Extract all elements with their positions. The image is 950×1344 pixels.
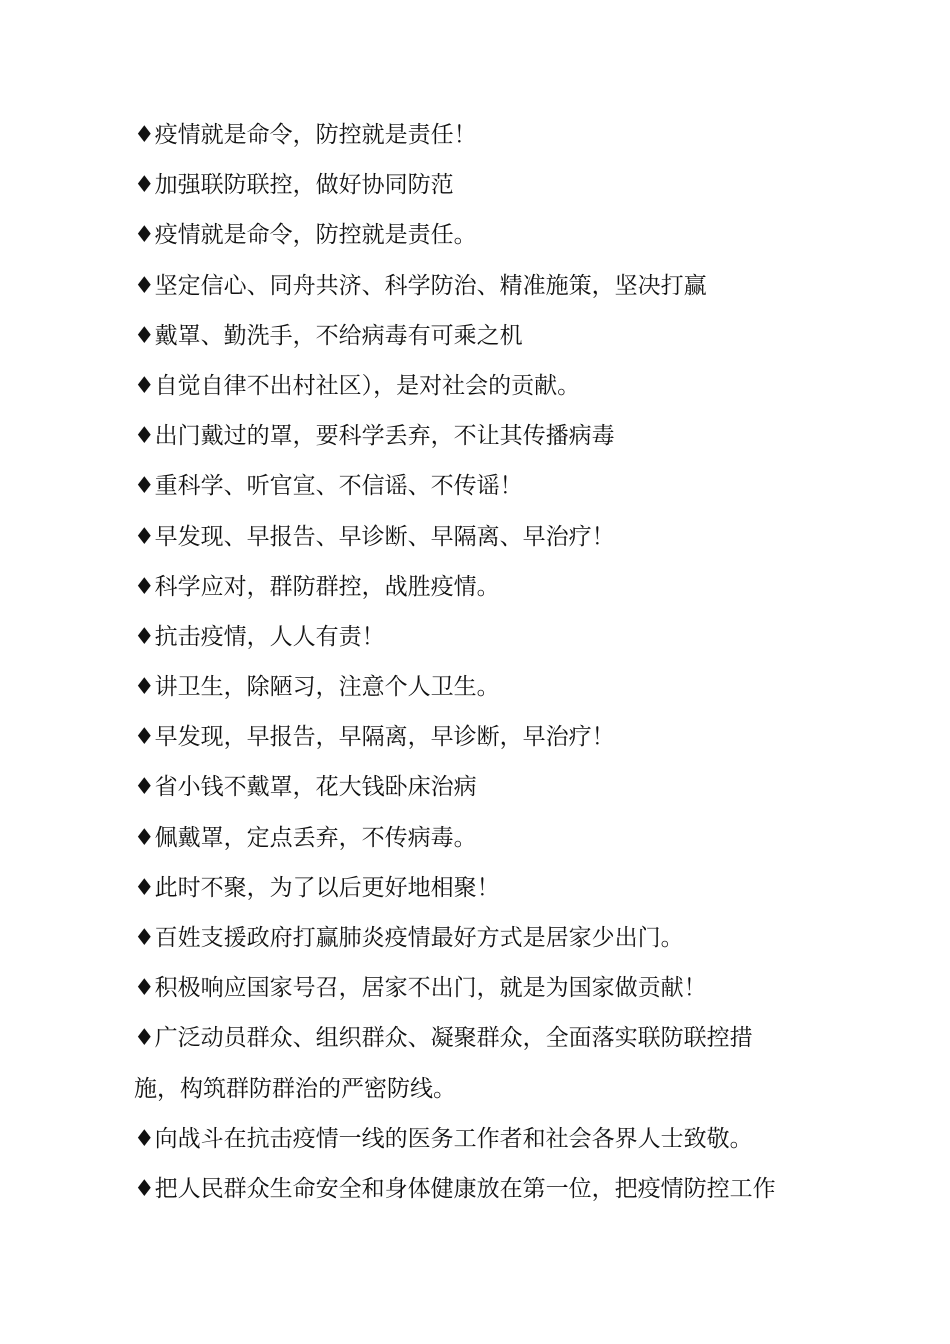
text-line: ♦早发现、早报告、早诊断、早隔离、早治疗！ xyxy=(134,523,615,550)
text-line: ♦科学应对，群防群控，战胜疫情。 xyxy=(134,573,500,600)
text-line: ♦自觉自律不出村社区），是对社会的贡献。 xyxy=(134,372,581,399)
text-line: ♦此时不聚，为了以后更好地相聚！ xyxy=(134,874,500,901)
text-line: ♦积极响应国家号召，居家不出门，就是为国家做贡献！ xyxy=(134,975,707,1002)
text-line: ♦向战斗在抗击疫情一线的医务工作者和社会各界人士致敬。 xyxy=(134,1125,753,1152)
text-line: ♦戴罩、勤洗手，不给病毒有可乘之机 xyxy=(134,322,523,349)
text-line: ♦早发现，早报告，早隔离，早诊断，早治疗！ xyxy=(134,724,615,751)
text-line: ♦疫情就是命令，防控就是责任。 xyxy=(134,222,477,249)
text-line: ♦把人民群众生命安全和身体健康放在第一位，把疫情防控工作 xyxy=(134,1175,776,1202)
text-line: ♦重科学、听官宣、不信谣、不传谣！ xyxy=(134,473,523,500)
text-line: ♦广泛动员群众、组织群众、凝聚群众，全面落实联防联控措 xyxy=(134,1025,753,1052)
document-body xyxy=(134,110,824,1214)
text-line: ♦佩戴罩，定点丢弃，不传病毒。 xyxy=(134,824,477,851)
text-line: ♦省小钱不戴罩，花大钱卧床治病 xyxy=(134,774,477,801)
text-line: ♦出门戴过的罩，要科学丢弃，不让其传播病毒 xyxy=(134,423,615,450)
text-line: 施，构筑群防群治的严密防线。 xyxy=(134,1075,456,1102)
text-line: ♦讲卫生，除陋习，注意个人卫生。 xyxy=(134,674,500,701)
text-line: ♦疫情就是命令，防控就是责任！ xyxy=(134,122,477,148)
text-line: ♦坚定信心、同舟共济、科学防治、精准施策，坚决打赢 xyxy=(134,272,707,299)
text-line: ♦加强联防联控，做好协同防范 xyxy=(134,172,454,199)
text-line: ♦百姓支援政府打赢肺炎疫情最好方式是居家少出门。 xyxy=(134,925,684,951)
text-line: ♦抗击疫情，人人有责！ xyxy=(134,623,385,650)
